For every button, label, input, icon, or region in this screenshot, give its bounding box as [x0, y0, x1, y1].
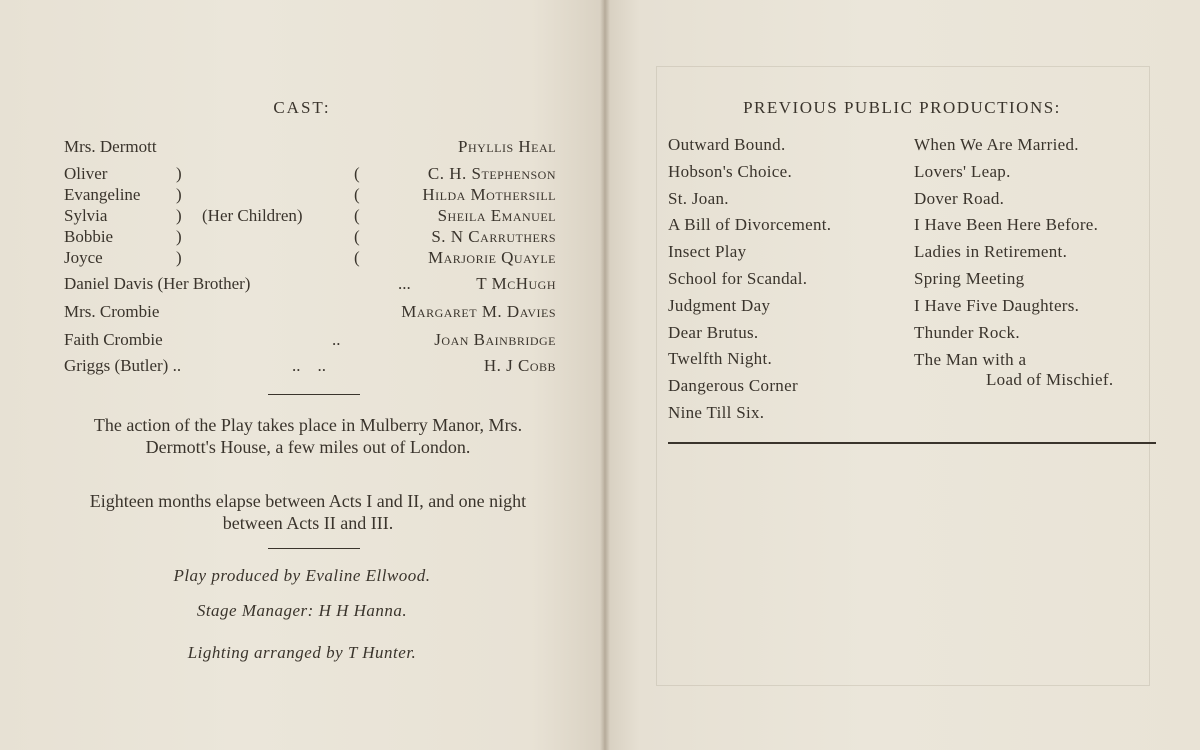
- cast-brace: ): [176, 185, 182, 204]
- production-line-1: The Man with a: [914, 350, 1027, 370]
- cast-role: Sylvia: [64, 206, 108, 225]
- cast-actor: Margaret M. Davies: [401, 302, 556, 321]
- productions-column-1: [668, 132, 831, 427]
- production-item: Dear Brutus.: [668, 322, 759, 342]
- cast-role: Joyce: [64, 248, 103, 267]
- production-item: Ladies in Retirement.: [914, 242, 1068, 262]
- cast-actor: H. J Cobb: [483, 356, 556, 375]
- cast-bracket: (: [354, 164, 360, 183]
- cast-role: Faith Crombie: [64, 330, 163, 349]
- cast-role: Daniel Davis (Her Brother): [64, 274, 251, 293]
- production-item: Dover Road.: [914, 188, 1005, 208]
- production-item: I Have Five Daughters.: [914, 295, 1080, 315]
- cast-brace: ): [176, 164, 182, 183]
- production-item-two-line: [914, 346, 1113, 390]
- production-item: Insect Play: [668, 242, 747, 262]
- production-item: School for Scandal.: [668, 268, 808, 288]
- cast-brace: ): [176, 206, 182, 225]
- production-item: Dangerous Corner: [668, 376, 798, 396]
- cast-leader: .. ..: [292, 356, 326, 375]
- previous-productions-heading: PREVIOUS PUBLIC PRODUCTIONS:: [743, 98, 1061, 117]
- cast-bracket: (: [354, 206, 360, 225]
- section-rule: [268, 548, 360, 549]
- production-item: Hobson's Choice.: [668, 161, 793, 181]
- cast-role: Evangeline: [64, 185, 141, 204]
- production-item: Lovers' Leap.: [914, 161, 1011, 181]
- stage-manager-credit: Stage Manager: H H Hanna.: [196, 601, 408, 620]
- production-item: Judgment Day: [668, 295, 771, 315]
- production-item: Thunder Rock.: [914, 322, 1020, 342]
- cast-actor: C. H. Stephenson: [427, 164, 556, 183]
- cast-heading: CAST:: [273, 98, 331, 117]
- production-item: When We Are Married.: [914, 135, 1079, 154]
- production-item: A Bill of Divorcement.: [668, 215, 832, 235]
- cast-actor: Marjorie Quayle: [427, 248, 556, 267]
- children-note: (Her Children): [202, 206, 303, 225]
- production-item: I Have Been Here Before.: [914, 215, 1099, 235]
- productions-column-2: [914, 132, 1113, 390]
- cast-role: Griggs (Butler) ..: [64, 356, 182, 375]
- producer-credit: Play produced by Evaline Ellwood.: [173, 566, 431, 585]
- section-rule: [268, 394, 360, 395]
- cast-actor: Sheila Emanuel: [437, 206, 556, 225]
- timing-text: Eighteen months elapse between Acts I and II, and one night between Acts II and III.: [89, 491, 527, 533]
- cast-leader: ..: [332, 330, 341, 349]
- cast-role: Bobbie: [64, 227, 114, 246]
- production-item: St. Joan.: [668, 188, 729, 208]
- production-item: Outward Bound.: [668, 135, 786, 154]
- lighting-credit: Lighting arranged by T Hunter.: [187, 643, 417, 662]
- setting-text: The action of the Play takes place in Mulberry Manor, Mrs. Dermott's House, a few miles out of London.: [93, 415, 523, 457]
- cast-actor: T McHugh: [476, 274, 556, 293]
- cast-actor: S. N Carruthers: [431, 227, 556, 246]
- cast-role: Mrs. Dermott: [64, 137, 157, 156]
- cast-role: Oliver: [64, 164, 108, 183]
- production-line-2: Load of Mischief.: [986, 370, 1114, 390]
- production-item: Nine Till Six.: [668, 402, 765, 422]
- production-item: Twelfth Night.: [668, 349, 773, 369]
- cast-actor: Hilda Mothersill: [422, 185, 556, 204]
- cast-role: Mrs. Crombie: [64, 302, 160, 321]
- section-rule: [668, 442, 1156, 444]
- cast-bracket: (: [354, 248, 360, 267]
- cast-leader: ...: [398, 274, 411, 293]
- cast-bracket: (: [354, 185, 360, 204]
- cast-actor: Phyllis Heal: [458, 137, 556, 156]
- cast-brace: ): [176, 227, 182, 246]
- cast-bracket: (: [354, 227, 360, 246]
- cast-brace: ): [176, 248, 182, 267]
- production-item: Spring Meeting: [914, 268, 1025, 288]
- cast-actor: Joan Bainbridge: [434, 330, 556, 349]
